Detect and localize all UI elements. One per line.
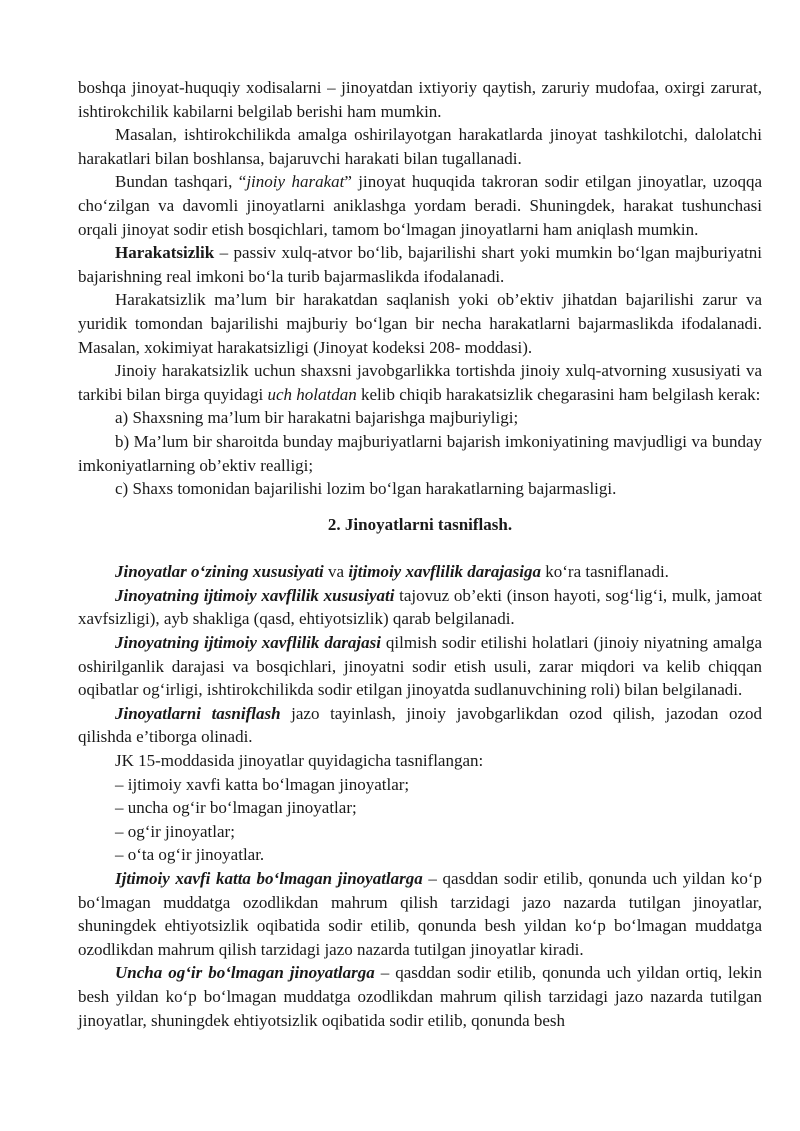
list-item: – o‘ta og‘ir jinoyatlar. <box>115 845 265 865</box>
text-run: Bundan tashqari, “ <box>115 172 247 192</box>
list-item: – uncha og‘ir bo‘lmagan jinoyatlar; <box>115 798 357 818</box>
bold-italic-term: Uncha og‘ir bo‘lmagan jinoyatlarga <box>115 963 375 983</box>
text-run: – qasddan sodir etilib, qonunda uch yildan ortiq, lekin besh yildan ko‘p bo‘lmagan muddatga ozodlikdan mahrum qilish tarzidagi jazo nazarda tutilgan jinoyatlar, shuningdek ehtiyotsizlik oqibatida sodir etilib, qonunda besh <box>78 963 763 1030</box>
bold-italic-term: Ijtimoiy xavfi katta bo‘lmagan jinoyatlarga <box>115 869 423 888</box>
paragraph: JK 15-moddasida jinoyatlar quyidagicha tasniflangan: <box>115 751 484 771</box>
paragraph: Harakatsizlik ma’lum bir harakatdan saqlanish yoki ob’ektiv jihatdan bajarilishi zarur va yuridik tomondan bajarilishi majburiy bo‘lgan bir necha harakatlarni bajarmaslikda ifodalanadi. Masalan, xokimiyat harakatsizligi (Jinoyat kodeksi 208- moddasi). <box>78 290 762 357</box>
bold-italic-term: Jinoyatning ijtimoiy xavflilik xususiyati <box>115 585 395 605</box>
paragraph <box>78 170 762 241</box>
list-item: – og‘ir jinoyatlar; <box>115 821 235 841</box>
bold-italic-term: Jinoyatning ijtimoiy xavflilik darajasi <box>115 633 381 653</box>
section-heading: 2. Jinoyatlarni tasniflash. <box>327 514 513 534</box>
bold-term: Harakatsizlik <box>115 243 215 263</box>
text-run: kelib chiqib harakatsizlik chegarasini ham belgilash kerak: <box>356 384 761 404</box>
bold-italic-term: ijtimoiy xavflilik darajasiga <box>348 562 541 582</box>
text-run: jazo tayinlash, jinoiy javobgarlikdan ozod qilish, jazodan ozod qilishda e’tiborga olinadi. <box>78 703 762 747</box>
text-run: – qasddan sodir etilib, qonunda uch yildan ko‘p bo‘lmagan muddatga ozodlikdan mahrum qilish tarzidagi jazo nazarda tutilgan jinoyatlar, shuningdek ehtiyotsizlik oqibatida sodir etilib, qonunda besh yildan ko‘p bo‘lmagan muddatga ozodlikdan mahrum qilish tarzidagi jazo nazarda tutilgan jinoyatlar kiradi. <box>78 869 762 959</box>
text-run: va <box>323 562 349 582</box>
list-item: a) Shaxsning ma’lum bir harakatni bajarishga majburiyligi; <box>115 408 519 428</box>
paragraph: Masalan, ishtirokchilikda amalga oshirilayotgan harakatlarda jinoyat tashkilotchi, dalolatchi harakatlari bilan boshlansa, bajaruvchi harakati bilan tugallanadi. <box>78 125 762 168</box>
paragraph <box>78 359 762 406</box>
list-item: – ijtimoiy xavfi katta bo‘lmagan jinoyatlar; <box>115 774 410 794</box>
text-run: Jinoiy harakatsizlik uchun shaxsni javobgarlikka tortishda jinoiy xulq-atvorning xususiyati va tarkibi bilan birga quyidagi <box>78 361 762 404</box>
paragraph <box>78 631 762 702</box>
paragraph <box>78 241 762 288</box>
text-run: ” jinoyat huquqida takroran sodir etilgan jinoyatlar, uzoqqa cho‘zilgan va davomli jinoyatlarni aniklashga yordam beradi. Shuningdek, harakat tushunchasi orqali jinoyat sodir etish bosqichlari, tamom bo‘lmagan jinoyatlarni ham aniqlash mumkin. <box>78 172 762 239</box>
paragraph: boshqa jinoyat-huquqiy xodisalarni – jinoyatdan ixtiyoriy qaytish, zaruriy mudofaa, oxirgi zarurat, ishtirokchilik kabilarni belgilab berishi ham mumkin. <box>78 78 762 121</box>
paragraph <box>78 702 762 749</box>
bold-italic-term: Jinoyatlarni tasniflash <box>115 703 281 723</box>
italic-term: jinoiy harakat <box>246 172 345 192</box>
list-item: b) Ma’lum bir sharoitda bunday majburiyatlarni bajarish imkoniyatining mavjudligi va bunday imkoniyatlarning ob’ektiv realligi; <box>78 431 762 475</box>
text-run: qilmish sodir etilishi holatlari (jinoiy niyatning amalga oshirilganlik darajasi va bosqichlari, jinoyatni sodir etish usuli, zarar miqdori va kelib chiqqan oqibatlar og‘irligi, ishtirokchilikda sodir etilgan jinoyatda sudlanuvchining roli) bilan belgilanadi. <box>78 633 762 700</box>
paragraph <box>78 560 762 584</box>
paragraph <box>78 867 762 961</box>
list-item: c) Shaxs tomonidan bajarilishi lozim bo‘lgan harakatlarning bajarmasligi. <box>115 479 617 499</box>
text-run: – passiv xulq-atvor bo‘lib, bajarilishi shart yoki mumkin bo‘lgan majburiyatni bajarishning real imkoni bo‘la turib bajarmaslikda ifodalanadi. <box>78 243 762 286</box>
italic-term: uch holatdan <box>267 384 357 404</box>
document-page <box>78 76 762 1032</box>
paragraph <box>78 961 762 1032</box>
text-run: ko‘ra tasniflanadi. <box>541 562 669 582</box>
bold-italic-term: Jinoyatlar o‘zining xususiyati <box>115 562 324 582</box>
paragraph <box>78 584 762 631</box>
text-run: tajovuz ob’ekti (inson hayoti, sog‘lig‘i, mulk, jamoat xavfsizligi), ayb shakliga (qasd, ehtiyotsizlik) qarab belgilanadi. <box>78 585 762 629</box>
